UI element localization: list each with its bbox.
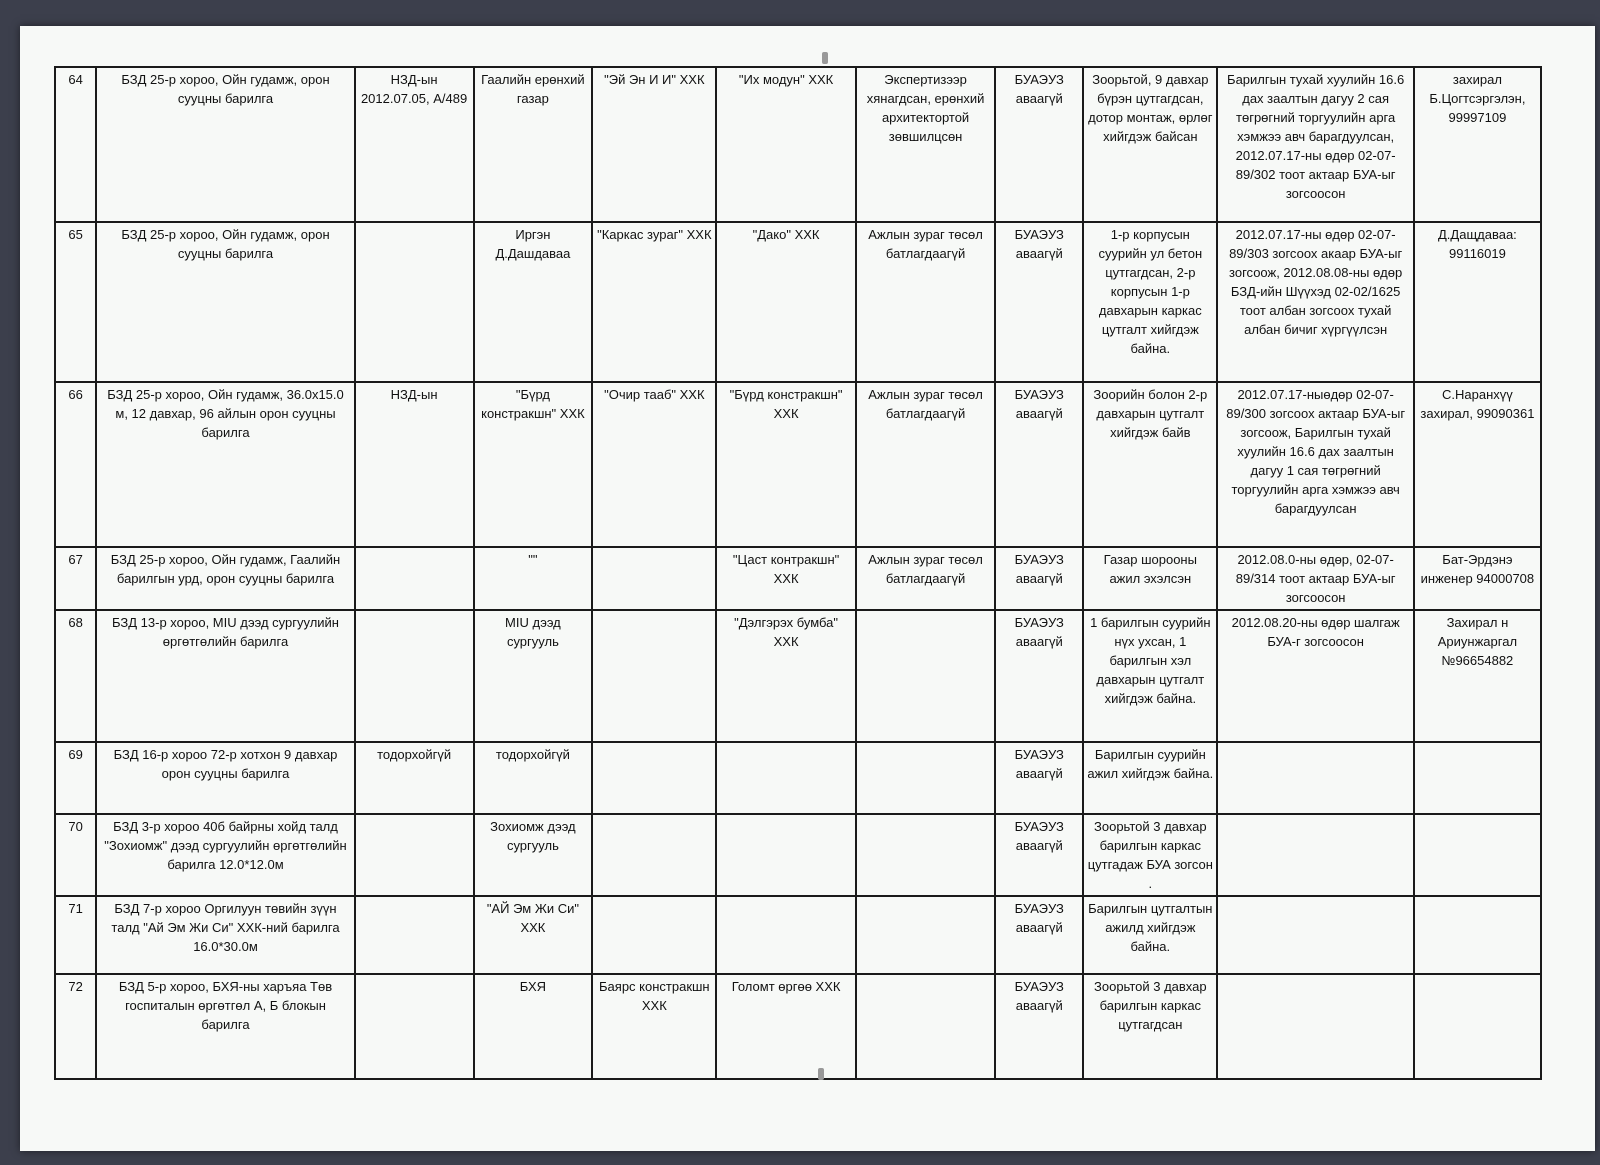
row-number: 65 [55,222,96,382]
contractor: "Бүрд констракшн" ХХК [716,382,856,547]
consent-status: БУАЭУЗ аваагүй [995,67,1083,222]
measures: 2012.07.17-ныөдөр 02-07-89/300 зогсоох актаар БУА-ыг зогсоож, Барилгын тухай хуулийн 16.6 дах заалтын дагуу 1 сая төгрөгний торгуулийн арга хэмжээ авч барагдуулсан [1217,382,1413,547]
document-page [20,26,1595,1151]
object-name: БЗД 25-р хороо, Ойн гудамж, орон сууцны барилга [96,222,354,382]
contact: С.Наранхүү захирал, 99090361 [1414,382,1541,547]
permit [355,896,474,974]
designer: "Очир тааб" ХХК [592,382,716,547]
owner: Иргэн Д.Дашдаваа [474,222,593,382]
drawing-status: Ажлын зураг төсөл батлагдаагүй [856,547,996,610]
construction-inspection-table [54,66,1542,1073]
designer [592,814,716,896]
contractor: "Их модун" ХХК [716,67,856,222]
permit [355,610,474,742]
contact: Д.Дащдаваа: 99116019 [1414,222,1541,382]
table-row [55,382,1541,547]
contact [1414,742,1541,814]
punch-mark [822,52,828,64]
permit: НЗД-ын 2012.07.05, А/489 [355,67,474,222]
owner: Зохиомж дээд сургууль [474,814,593,896]
designer: Баярс констракшн ХХК [592,974,716,1079]
designer [592,896,716,974]
contact [1414,814,1541,896]
designer: "Каркас зураг" ХХК [592,222,716,382]
punch-mark [818,1068,824,1080]
measures: 2012.07.17-ны өдөр 02-07-89/303 зогсоох акаар БУА-ыг зогсоож, 2012.08.08-ны өдөр БЗД-ийн Шүүхэд 02-02/1625 тоот албан зогсоох тухай албан бичиг хүргүүлсэн [1217,222,1413,382]
contact [1414,896,1541,974]
measures: 2012.08.0-ны өдөр, 02-07-89/314 тоот актаар БУА-ыг зогсоосон [1217,547,1413,610]
designer [592,547,716,610]
owner: тодорхойгүй [474,742,593,814]
permit: НЗД-ын [355,382,474,547]
table-row [55,222,1541,382]
measures [1217,896,1413,974]
progress: Зоорийн болон 2-р давхарын цутгалт хийгдэж байв [1083,382,1217,547]
object-name: БЗД 13-р хороо, MIU дээд сургуулийн өргөтгөлийн барилга [96,610,354,742]
owner: БХЯ [474,974,593,1079]
object-name: БЗД 25-р хороо, Ойн гудамж, 36.0х15.0 м, 12 давхар, 96 айлын орон сууцны барилга [96,382,354,547]
drawing-status [856,742,996,814]
permit [355,974,474,1079]
owner: "АЙ Эм Жи Си" ХХК [474,896,593,974]
consent-status: БУАЭУЗ аваагүй [995,742,1083,814]
progress: Зоорьтой 3 давхар барилгын каркас цутгадаж БУА зогсон . [1083,814,1217,896]
contact [1414,974,1541,1079]
drawing-status: Экспертизээр хянагдсан, ерөнхий архитектортой зөвшилцсөн [856,67,996,222]
table-row [55,742,1541,814]
consent-status: БУАЭУЗ аваагүй [995,896,1083,974]
contractor: Голомт өргөө ХХК [716,974,856,1079]
row-number: 64 [55,67,96,222]
measures [1217,974,1413,1079]
table-row [55,974,1541,1079]
designer [592,610,716,742]
contact: захирал Б.Цогтсэргэлэн, 99997109 [1414,67,1541,222]
row-number: 70 [55,814,96,896]
measures [1217,742,1413,814]
consent-status: БУАЭУЗ аваагүй [995,382,1083,547]
permit: тодорхойгүй [355,742,474,814]
consent-status: БУАЭУЗ аваагүй [995,547,1083,610]
progress: Газар шорооны ажил эхэлсэн [1083,547,1217,610]
table-row [55,610,1541,742]
drawing-status [856,974,996,1079]
contact: Бат-Эрдэнэ инженер 94000708 [1414,547,1541,610]
owner: "Бүрд констракшн" ХХК [474,382,593,547]
owner: MIU дээд сургууль [474,610,593,742]
consent-status: БУАЭУЗ аваагүй [995,974,1083,1079]
measures: Барилгын тухай хуулийн 16.6 дах заалтын дагуу 2 сая төгрөгний торгуулийн арга хэмжээ авч барагдуулсан, 2012.07.17-ны өдөр 02-07-89/302 тоот актаар БУА-ыг зогсоосон [1217,67,1413,222]
contractor: "Цаст контракшн" ХХК [716,547,856,610]
drawing-status [856,610,996,742]
permit [355,547,474,610]
progress: 1 барилгын суурийн нүх ухсан, 1 барилгын хэл давхарын цутгалт хийгдэж байна. [1083,610,1217,742]
object-name: БЗД 3-р хороо 40б байрны хойд талд "Зохиомж" дээд сургуулийн өргөтгөлийн барилга 12.0*12.0м [96,814,354,896]
contact: Захирал н Ариунжаргал №96654882 [1414,610,1541,742]
row-number: 68 [55,610,96,742]
drawing-status: Ажлын зураг төсөл батлагдаагүй [856,382,996,547]
object-name: БЗД 25-р хороо, Ойн гудамж, орон сууцны барилга [96,67,354,222]
row-number: 72 [55,974,96,1079]
consent-status: БУАЭУЗ аваагүй [995,222,1083,382]
owner: Гаалийн ерөнхий газар [474,67,593,222]
progress: Барилгын цутгалтын ажилд хийгдэж байна. [1083,896,1217,974]
row-number: 67 [55,547,96,610]
progress: Барилгын суурийн ажил хийгдэж байна. [1083,742,1217,814]
drawing-status: Ажлын зураг төсөл батлагдаагүй [856,222,996,382]
table-row [55,67,1541,222]
consent-status: БУАЭУЗ аваагүй [995,814,1083,896]
progress: Зоорьтой 3 давхар барилгын каркас цутгагдсан [1083,974,1217,1079]
object-name: БЗД 25-р хороо, Ойн гудамж, Гаалийн барилгын урд, орон сууцны барилга [96,547,354,610]
progress: Зоорьтой, 9 давхар бүрэн цутгагдсан, дотор монтаж, өрлөг хийгдэж байсан [1083,67,1217,222]
contractor [716,896,856,974]
row-number: 69 [55,742,96,814]
progress: 1-р корпусын суурийн ул бетон цутгагдсан, 2-р корпусын 1-р давхарын каркас цутгалт хийгдэж байна. [1083,222,1217,382]
drawing-status [856,814,996,896]
designer: "Эй Эн И И" ХХК [592,67,716,222]
permit [355,814,474,896]
object-name: БЗД 7-р хороо Оргилуун төвийн зүүн талд "Ай Эм Жи Си" ХХК-ний барилга 16.0*30.0м [96,896,354,974]
measures: 2012.08.20-ны өдөр шалгаж БУА-г зогсоосон [1217,610,1413,742]
owner: "" [474,547,593,610]
table-row [55,547,1541,610]
table-row [55,896,1541,974]
object-name: БЗД 16-р хороо 72-р хотхон 9 давхар орон сууцны барилга [96,742,354,814]
object-name: БЗД 5-р хороо, БХЯ-ны харъяа Төв госпиталын өргөтгөл А, Б блокын барилга [96,974,354,1079]
table-row [55,814,1541,896]
contractor: "Дэлгэрэх бумба" ХХК [716,610,856,742]
designer [592,742,716,814]
permit [355,222,474,382]
contractor [716,814,856,896]
contractor [716,742,856,814]
measures [1217,814,1413,896]
drawing-status [856,896,996,974]
contractor: "Дако" ХХК [716,222,856,382]
row-number: 71 [55,896,96,974]
consent-status: БУАЭУЗ аваагүй [995,610,1083,742]
row-number: 66 [55,382,96,547]
